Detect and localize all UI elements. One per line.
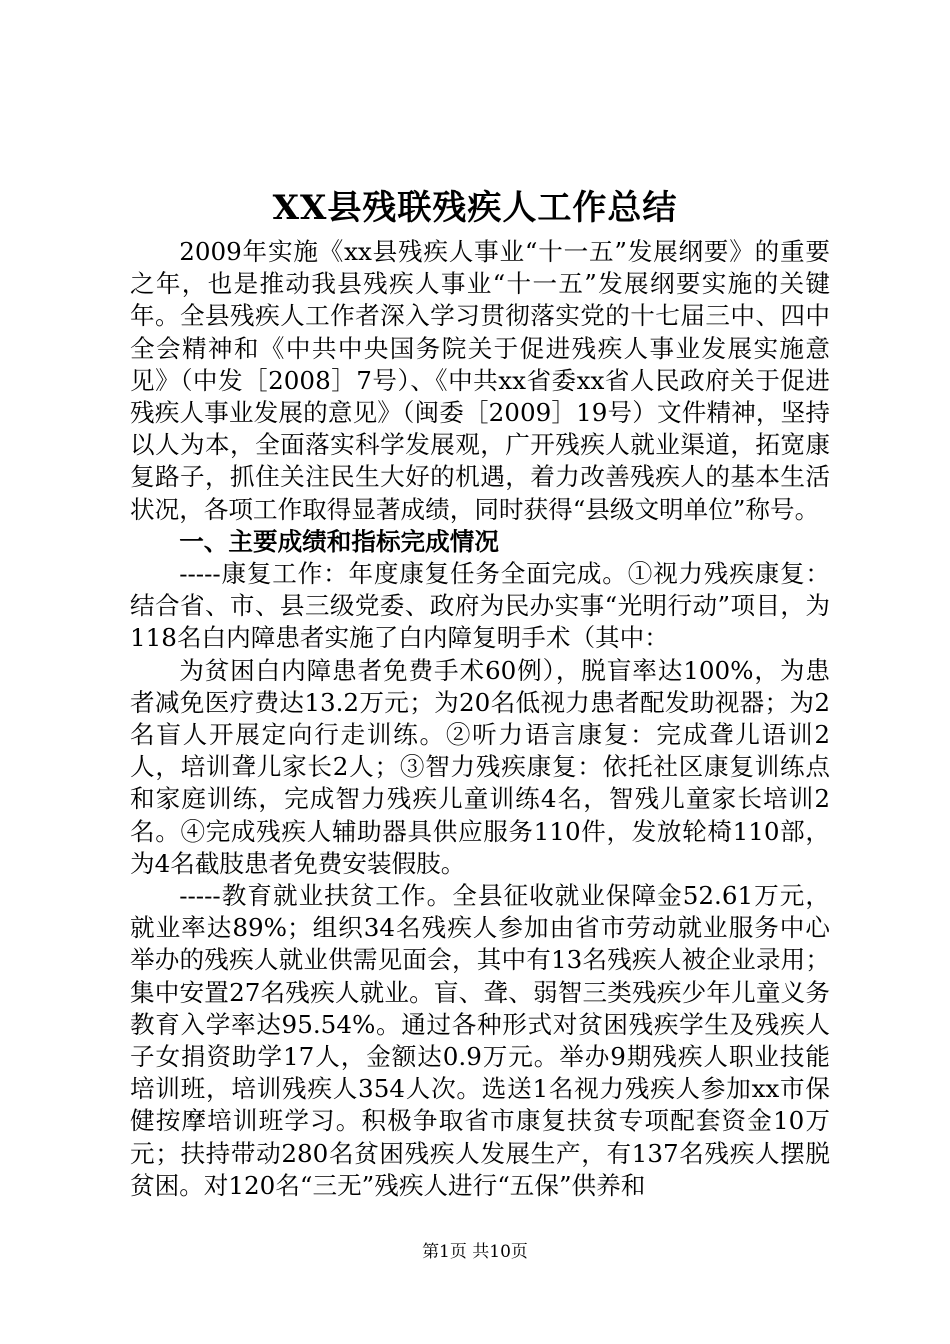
document-title: XX县残联残疾人工作总结 bbox=[272, 188, 678, 228]
paragraph-rehabilitation: -----康复工作：年度康复任务全面完成。①视力残疾康复：结合省、市、县三级党委、政府为民办实事“光明行动”项目，为118名白内障患者实施了白内障复明手术（其中： bbox=[130, 559, 830, 653]
paragraph-education-employment: -----教育就业扶贫工作。全县征收就业保障金52.61万元，就业率达89%；组织34名残疾人参加由省市劳动就业服务中心举办的残疾人就业供需见面会，其中有13名残疾人被企业录用；集中安置27名残疾人就业。盲、聋、弱智三类残疾少年儿童义务教育入学率达95.54%。通过各种形式对贫困残疾学生及残疾人子女捐资助学17人，金额达0.9万元。举办9期残疾人职业技能培训班，培训残疾人354人次。选送1名视力残疾人参加xx市保健按摩培训班学习。积极争取省市康复扶贫专项配套资金10万元；扶持带动280名贫困残疾人发展生产，有137名残疾人摆脱贫困。对120名“三无”残疾人进行“五保”供养和 bbox=[130, 881, 830, 1200]
page-number-footer: 第1页 共10页 bbox=[422, 1242, 528, 1262]
section-heading: 一、主要成绩和指标完成情况 bbox=[179, 526, 499, 556]
paragraph-intro: 2009年实施《xx县残疾人事业“十一五”发展纲要》的重要之年，也是推动我县残疾人事业“十一五”发展纲要实施的关键年。全县残疾人工作者深入学习贯彻落实党的十七届三中、四中全会精神和《中共中央国务院关于促进残疾人事业发展实施意见》（中发［2008］7号）、《中共xx省委xx省人民政府关于促进残疾人事业发展的意见》（闽委［2009］19号）文件精神，坚持以人为本，全面落实科学发展观，广开残疾人就业渠道，拓宽康复路子，抓住关注民生大好的机遇，着力改善残疾人的基本生活状况，各项工作取得显著成绩，同时获得“县级文明单位”称号。 bbox=[130, 237, 830, 524]
document-body bbox=[130, 236, 830, 1202]
paragraph-rehabilitation-continued: 为贫困白内障患者免费手术60例），脱盲率达100%，为患者减免医疗费达13.2万元；为20名低视力患者配发助视器；为2名盲人开展定向行走训练。②听力语言康复：完成聋儿语训2人，培训聋儿家长2人；③智力残疾康复：依托社区康复训练点和家庭训练，完成智力残疾儿童训练4名，智残儿童家长培训2名。④完成残疾人辅助器具供应服务110件，发放轮椅110部，为4名截肢患者免费安装假肢。 bbox=[130, 655, 830, 878]
